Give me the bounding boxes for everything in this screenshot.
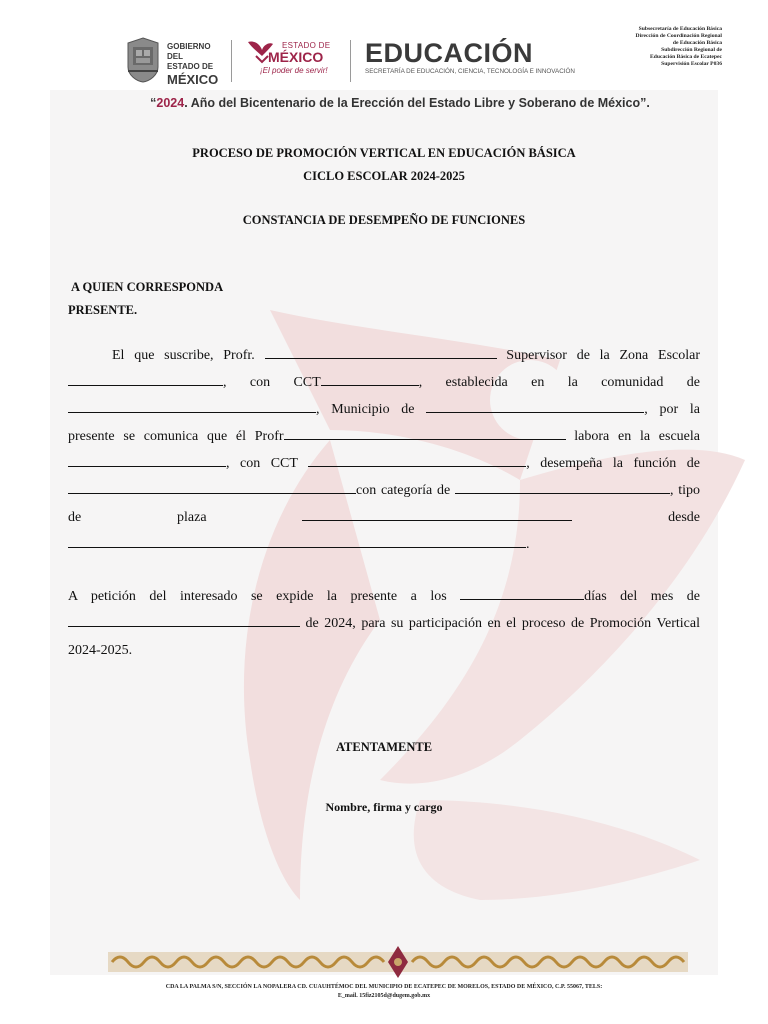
header-divider bbox=[231, 40, 232, 82]
blank-cct-zona[interactable] bbox=[321, 373, 419, 386]
gobierno-line-3: MÉXICO bbox=[167, 72, 219, 87]
signature-label: Nombre, firma y cargo bbox=[325, 800, 443, 814]
body2-text: de 2024, para su participación en el proceso de Promoción Vertical 2024-2025. bbox=[68, 616, 700, 658]
salutation-line-2: PRESENTE. bbox=[68, 303, 138, 317]
body2-text: días del mes de bbox=[584, 589, 700, 604]
body1-text: El que suscribe, Profr. bbox=[112, 348, 265, 363]
blank-escuela[interactable] bbox=[68, 454, 226, 467]
blank-dias[interactable] bbox=[460, 587, 584, 600]
body1-text: , con CCT bbox=[226, 456, 309, 471]
gobierno-wordmark bbox=[167, 42, 227, 87]
body1-text: Supervisor de la Zona Escolar bbox=[496, 348, 700, 363]
body1-text: , Municipio de bbox=[316, 402, 427, 417]
document-header bbox=[0, 0, 768, 92]
education-wordmark: EDUCACIÓN bbox=[365, 38, 534, 68]
body1-text: , tipo de plaza bbox=[68, 483, 700, 525]
body1-text: , establecida en la comunidad de bbox=[418, 375, 700, 390]
department-lines bbox=[572, 26, 722, 68]
title-constancia: CONSTANCIA DE DESEMPEÑO DE FUNCIONES bbox=[242, 213, 526, 227]
footer-address bbox=[0, 983, 768, 1001]
edomex-mexico: MÉXICO bbox=[268, 49, 324, 65]
footer-ornament bbox=[108, 946, 688, 978]
dept-line: Dirección de Coordinación Regional bbox=[635, 33, 722, 39]
body1-text: , desempeña la función de bbox=[526, 456, 700, 471]
secretaria-subtitle: SECRETARÍA DE EDUCACIÓN, CIENCIA, TECNOLOGÍA E INNOVACIÓN bbox=[365, 68, 575, 75]
dept-line: Subdirección Regional de bbox=[661, 47, 722, 53]
slogan-year: 2024 bbox=[156, 96, 185, 110]
edomex-tagline: ¡El poder de servir! bbox=[260, 66, 328, 75]
body1-text: con categoría de bbox=[356, 483, 455, 498]
closing-atentamente: ATENTAMENTE bbox=[335, 740, 433, 754]
blank-comunidad[interactable] bbox=[68, 400, 316, 413]
blank-supervisor-name[interactable] bbox=[265, 346, 497, 359]
dept-line: de Educación Básica bbox=[672, 40, 722, 46]
blank-zona-escolar[interactable] bbox=[68, 373, 223, 386]
body1-text: labora en la escuela bbox=[565, 429, 700, 444]
year-slogan bbox=[0, 96, 768, 110]
title-cycle: CICLO ESCOLAR 2024-2025 bbox=[303, 169, 465, 183]
gobierno-line-2: ESTADO DE bbox=[167, 62, 214, 71]
dept-line: Subsecretaría de Educación Básica bbox=[638, 26, 722, 32]
body-paragraph-2 bbox=[68, 583, 700, 664]
body-paragraph-1 bbox=[68, 342, 700, 558]
title-process: PROCESO DE PROMOCIÓN VERTICAL EN EDUCACIÓN BÁSICA bbox=[192, 146, 576, 160]
slogan-open-quote: “ bbox=[150, 96, 157, 110]
blank-profesor-name[interactable] bbox=[284, 427, 566, 440]
edomex-estado-de: ESTADO DE bbox=[282, 41, 331, 50]
dept-line: Educación Básica de Ecatepec bbox=[650, 54, 722, 60]
blank-funcion[interactable] bbox=[68, 481, 356, 494]
body2-text: A petición del interesado se expide la presente a los bbox=[68, 589, 461, 604]
gobierno-line-1: GOBIERNO DEL bbox=[167, 42, 211, 61]
body1-text: . bbox=[526, 537, 530, 552]
state-seal-icon bbox=[124, 37, 162, 83]
body1-text: desde bbox=[572, 510, 700, 525]
footer-email: E_mail. 15fiz2105d@dugem.gob.mx bbox=[337, 993, 431, 999]
footer-address-line: CDA LA PALMA S/N, SECCIÓN LA NOPALERA CD. CUAUHTÉMOC DEL MUNICIPIO DE ECATEPEC DE MORELOS, ESTADO DE MÉXICO, C.P. 55067, TELS: bbox=[165, 984, 603, 990]
blank-categoria[interactable] bbox=[455, 481, 670, 494]
blank-desde[interactable] bbox=[68, 535, 526, 548]
blank-municipio[interactable] bbox=[426, 400, 644, 413]
edomex-logo bbox=[246, 36, 344, 82]
salutation-line-1: A QUIEN CORRESPONDA bbox=[71, 280, 224, 294]
header-divider bbox=[350, 40, 351, 82]
body1-text: , por la presente se comunica que él Profr bbox=[68, 402, 701, 444]
dept-line: Supervisión Escolar P036 bbox=[661, 61, 722, 67]
body1-text: , con CCT bbox=[223, 375, 321, 390]
blank-mes[interactable] bbox=[68, 614, 300, 627]
slogan-text: . Año del Bicentenario de la Erección del Estado Libre y Soberano de México”. bbox=[184, 96, 650, 110]
blank-cct-escuela[interactable] bbox=[308, 454, 526, 467]
blank-tipo-plaza[interactable] bbox=[302, 508, 572, 521]
